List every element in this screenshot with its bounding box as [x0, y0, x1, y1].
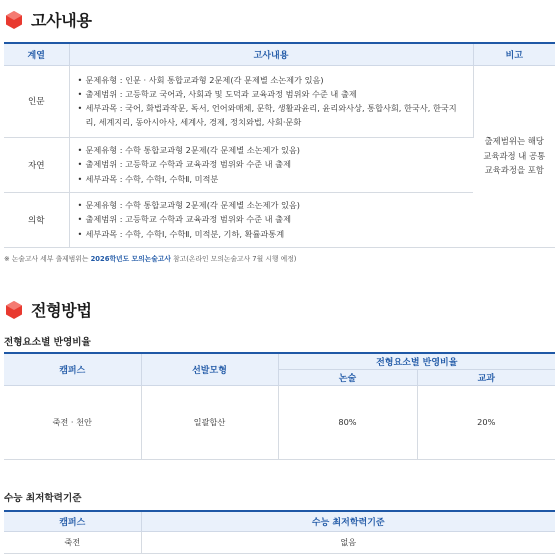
- list-item: • 문제유형 : 수학 통합교과형 2문제(각 문제별 소논제가 있음): [78, 143, 466, 157]
- note-line: 교육과정 내 공통: [483, 150, 546, 161]
- red-hexagon-icon: [4, 10, 24, 30]
- method-section-heading: [4, 298, 92, 321]
- note-line: 출제범위는 해당: [484, 135, 544, 146]
- list-item: • 출제범위 : 고등학교 국어과, 사회과 및 도덕과 교육과정 범위와 수준 내 출제: [78, 87, 465, 101]
- header-ratio-group: 전형요소별 반영비율: [278, 353, 555, 369]
- min-standard-table: [4, 510, 555, 554]
- table-header-row: [4, 43, 555, 65]
- ratio-table: [4, 352, 555, 460]
- exam-content-table: [4, 42, 555, 248]
- min-standard-cell: 없음: [141, 531, 555, 553]
- method-section-title: 전형방법: [31, 301, 92, 320]
- campus-cell: 죽전: [4, 531, 141, 553]
- list-item: • 출제범위 : 고등학교 수학과 교육과정 범위와 수준 내 출제: [78, 212, 466, 226]
- content-cell: [69, 137, 473, 192]
- footnote-highlight: 2026학년도 모의논술고사: [90, 255, 171, 263]
- ratio-subtitle: 전형요소별 반영비율: [4, 337, 91, 348]
- category-cell: 자연: [4, 137, 69, 192]
- note-cell: [473, 65, 555, 247]
- table-header-row: [4, 511, 555, 531]
- model-cell: 일괄합산: [141, 385, 278, 459]
- list-item: • 문제유형 : 인문 · 사회 통합교과형 2문제(각 문제별 소논제가 있음): [78, 73, 465, 87]
- table-row: [4, 137, 555, 192]
- list-item: • 문제유형 : 수학 통합교과형 2문제(각 문제별 소논제가 있음): [78, 198, 466, 212]
- header-campus: 캠퍼스: [4, 353, 141, 385]
- header-content: 고사내용: [69, 43, 473, 65]
- header-note: 비고: [473, 43, 555, 65]
- header-category: 계열: [4, 43, 69, 65]
- list-item: • 세부과목 : 국어, 화법과작문, 독서, 언어와매체, 문학, 생활과윤리, 윤리와사상, 통합사회, 한국사, 한국지리, 세계지리, 동아시아사, 세계사, 경제, 정치와법, 사회·문화: [78, 101, 465, 129]
- category-cell: 인문: [4, 65, 69, 137]
- list-item: • 세부과목 : 수학, 수학Ⅰ, 수학Ⅱ, 미적분: [78, 172, 466, 186]
- footnote-text: ※ 논술고사 세부 출제범위는: [4, 255, 91, 263]
- min-standard-subtitle: 수능 최저학력기준: [4, 493, 82, 504]
- essay-ratio-cell: 80%: [278, 385, 417, 459]
- exam-section-title: 고사내용: [31, 11, 92, 30]
- content-cell: [69, 65, 473, 137]
- table-row: [4, 65, 555, 137]
- note-line: 교육과정을 포함: [484, 165, 544, 176]
- header-campus: 캠퍼스: [4, 511, 141, 531]
- exam-section-heading: [4, 8, 92, 31]
- exam-footnote: [4, 253, 296, 263]
- header-model: 선발모형: [141, 353, 278, 385]
- campus-cell: 죽전 · 천안: [4, 385, 141, 459]
- table-row: [4, 531, 555, 553]
- table-header-row: [4, 353, 555, 369]
- red-hexagon-icon: [4, 300, 24, 320]
- content-cell: [69, 192, 473, 247]
- table-row: [4, 385, 555, 459]
- table-row: [4, 192, 555, 247]
- footnote-text: 참고(온라인 모의논술고사 7월 시행 예정): [170, 255, 297, 263]
- category-cell: 의학: [4, 192, 69, 247]
- list-item: • 출제범위 : 고등학교 수학과 교육과정 범위와 수준 내 출제: [78, 157, 466, 171]
- subject-ratio-cell: 20%: [417, 385, 555, 459]
- header-min-standard: 수능 최저학력기준: [141, 511, 555, 531]
- header-subject: 교과: [417, 369, 555, 385]
- list-item: • 세부과목 : 수학, 수학Ⅰ, 수학Ⅱ, 미적분, 기하, 확률과통계: [78, 227, 466, 241]
- header-essay: 논술: [278, 369, 417, 385]
